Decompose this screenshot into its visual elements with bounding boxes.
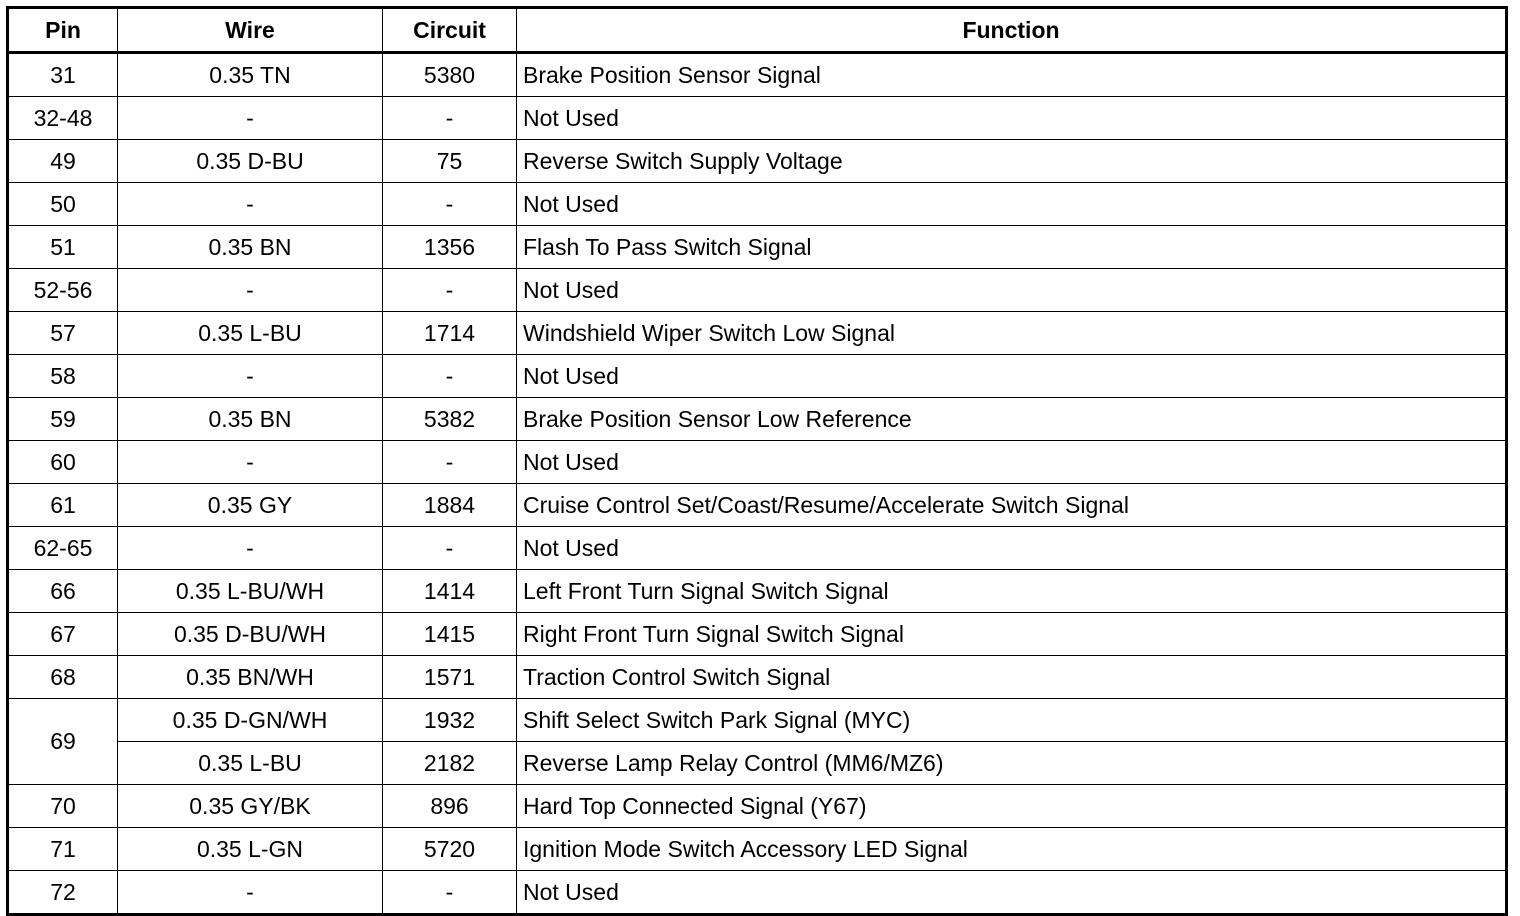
circuit-cell: 1932: [383, 699, 517, 742]
pin-cell: 49: [8, 140, 118, 183]
circuit-cell: -: [383, 441, 517, 484]
pin-cell: 69: [8, 699, 118, 785]
circuit-cell: -: [383, 97, 517, 140]
function-cell: Reverse Switch Supply Voltage: [517, 140, 1507, 183]
circuit-cell: 5380: [383, 53, 517, 97]
circuit-cell: 896: [383, 785, 517, 828]
wire-cell: 0.35 GY: [118, 484, 383, 527]
wire-cell: -: [118, 269, 383, 312]
wire-cell: 0.35 D-BU/WH: [118, 613, 383, 656]
pin-cell: 52-56: [8, 269, 118, 312]
function-cell: Not Used: [517, 441, 1507, 484]
function-cell: Hard Top Connected Signal (Y67): [517, 785, 1507, 828]
table-row: [8, 398, 1507, 441]
pin-cell: 31: [8, 53, 118, 97]
circuit-cell: -: [383, 269, 517, 312]
wire-cell: -: [118, 441, 383, 484]
pin-cell: 68: [8, 656, 118, 699]
pin-cell: 57: [8, 312, 118, 355]
table-row: [8, 871, 1507, 915]
circuit-cell: 75: [383, 140, 517, 183]
function-cell: Brake Position Sensor Low Reference: [517, 398, 1507, 441]
pin-cell: 67: [8, 613, 118, 656]
function-cell: Not Used: [517, 97, 1507, 140]
circuit-cell: 1571: [383, 656, 517, 699]
table-row: [8, 484, 1507, 527]
wire-cell: -: [118, 355, 383, 398]
circuit-cell: 5382: [383, 398, 517, 441]
pin-cell: 61: [8, 484, 118, 527]
pin-cell: 60: [8, 441, 118, 484]
table-row: [8, 699, 1507, 742]
table-row: [8, 742, 1507, 785]
table-row: [8, 656, 1507, 699]
circuit-cell: 1714: [383, 312, 517, 355]
function-cell: Not Used: [517, 183, 1507, 226]
function-cell: Flash To Pass Switch Signal: [517, 226, 1507, 269]
circuit-cell: 1414: [383, 570, 517, 613]
circuit-cell: 1415: [383, 613, 517, 656]
circuit-cell: -: [383, 183, 517, 226]
table-row: [8, 312, 1507, 355]
table-row: [8, 785, 1507, 828]
header-circuit: Circuit: [383, 8, 517, 53]
function-cell: Windshield Wiper Switch Low Signal: [517, 312, 1507, 355]
wire-cell: 0.35 L-BU: [118, 742, 383, 785]
function-cell: Cruise Control Set/Coast/Resume/Accelerate Switch Signal: [517, 484, 1507, 527]
table-row: [8, 613, 1507, 656]
function-cell: Not Used: [517, 355, 1507, 398]
table-row: [8, 226, 1507, 269]
pin-cell: 32-48: [8, 97, 118, 140]
table-row: [8, 828, 1507, 871]
table-row: [8, 441, 1507, 484]
wire-cell: 0.35 L-GN: [118, 828, 383, 871]
circuit-cell: 2182: [383, 742, 517, 785]
pin-cell: 66: [8, 570, 118, 613]
wire-cell: 0.35 L-BU/WH: [118, 570, 383, 613]
wire-cell: 0.35 L-BU: [118, 312, 383, 355]
table-header-row: [8, 8, 1507, 53]
wire-cell: 0.35 BN/WH: [118, 656, 383, 699]
pin-cell: 51: [8, 226, 118, 269]
table-row: [8, 183, 1507, 226]
function-cell: Right Front Turn Signal Switch Signal: [517, 613, 1507, 656]
circuit-cell: -: [383, 355, 517, 398]
table-row: [8, 97, 1507, 140]
wire-cell: -: [118, 871, 383, 915]
wire-cell: 0.35 BN: [118, 398, 383, 441]
wire-cell: 0.35 GY/BK: [118, 785, 383, 828]
header-wire: Wire: [118, 8, 383, 53]
table-row: [8, 527, 1507, 570]
pin-cell: 71: [8, 828, 118, 871]
wire-cell: -: [118, 527, 383, 570]
function-cell: Ignition Mode Switch Accessory LED Signal: [517, 828, 1507, 871]
connector-pinout-table: [6, 6, 1508, 916]
function-cell: Shift Select Switch Park Signal (MYC): [517, 699, 1507, 742]
table-row: [8, 570, 1507, 613]
wire-cell: 0.35 D-GN/WH: [118, 699, 383, 742]
pin-cell: 62-65: [8, 527, 118, 570]
header-function: Function: [517, 8, 1507, 53]
table-row: [8, 355, 1507, 398]
wire-cell: 0.35 D-BU: [118, 140, 383, 183]
table-row: [8, 269, 1507, 312]
table-row: [8, 140, 1507, 183]
pin-cell: 58: [8, 355, 118, 398]
function-cell: Traction Control Switch Signal: [517, 656, 1507, 699]
function-cell: Reverse Lamp Relay Control (MM6/MZ6): [517, 742, 1507, 785]
wire-cell: 0.35 TN: [118, 53, 383, 97]
function-cell: Not Used: [517, 269, 1507, 312]
circuit-cell: 1356: [383, 226, 517, 269]
pin-cell: 70: [8, 785, 118, 828]
function-cell: Brake Position Sensor Signal: [517, 53, 1507, 97]
circuit-cell: -: [383, 871, 517, 915]
table-row: [8, 53, 1507, 97]
function-cell: Not Used: [517, 871, 1507, 915]
header-pin: Pin: [8, 8, 118, 53]
function-cell: Not Used: [517, 527, 1507, 570]
circuit-cell: 5720: [383, 828, 517, 871]
wire-cell: -: [118, 97, 383, 140]
wire-cell: 0.35 BN: [118, 226, 383, 269]
circuit-cell: -: [383, 527, 517, 570]
wire-cell: -: [118, 183, 383, 226]
pin-cell: 72: [8, 871, 118, 915]
pin-cell: 50: [8, 183, 118, 226]
circuit-cell: 1884: [383, 484, 517, 527]
function-cell: Left Front Turn Signal Switch Signal: [517, 570, 1507, 613]
pin-cell: 59: [8, 398, 118, 441]
